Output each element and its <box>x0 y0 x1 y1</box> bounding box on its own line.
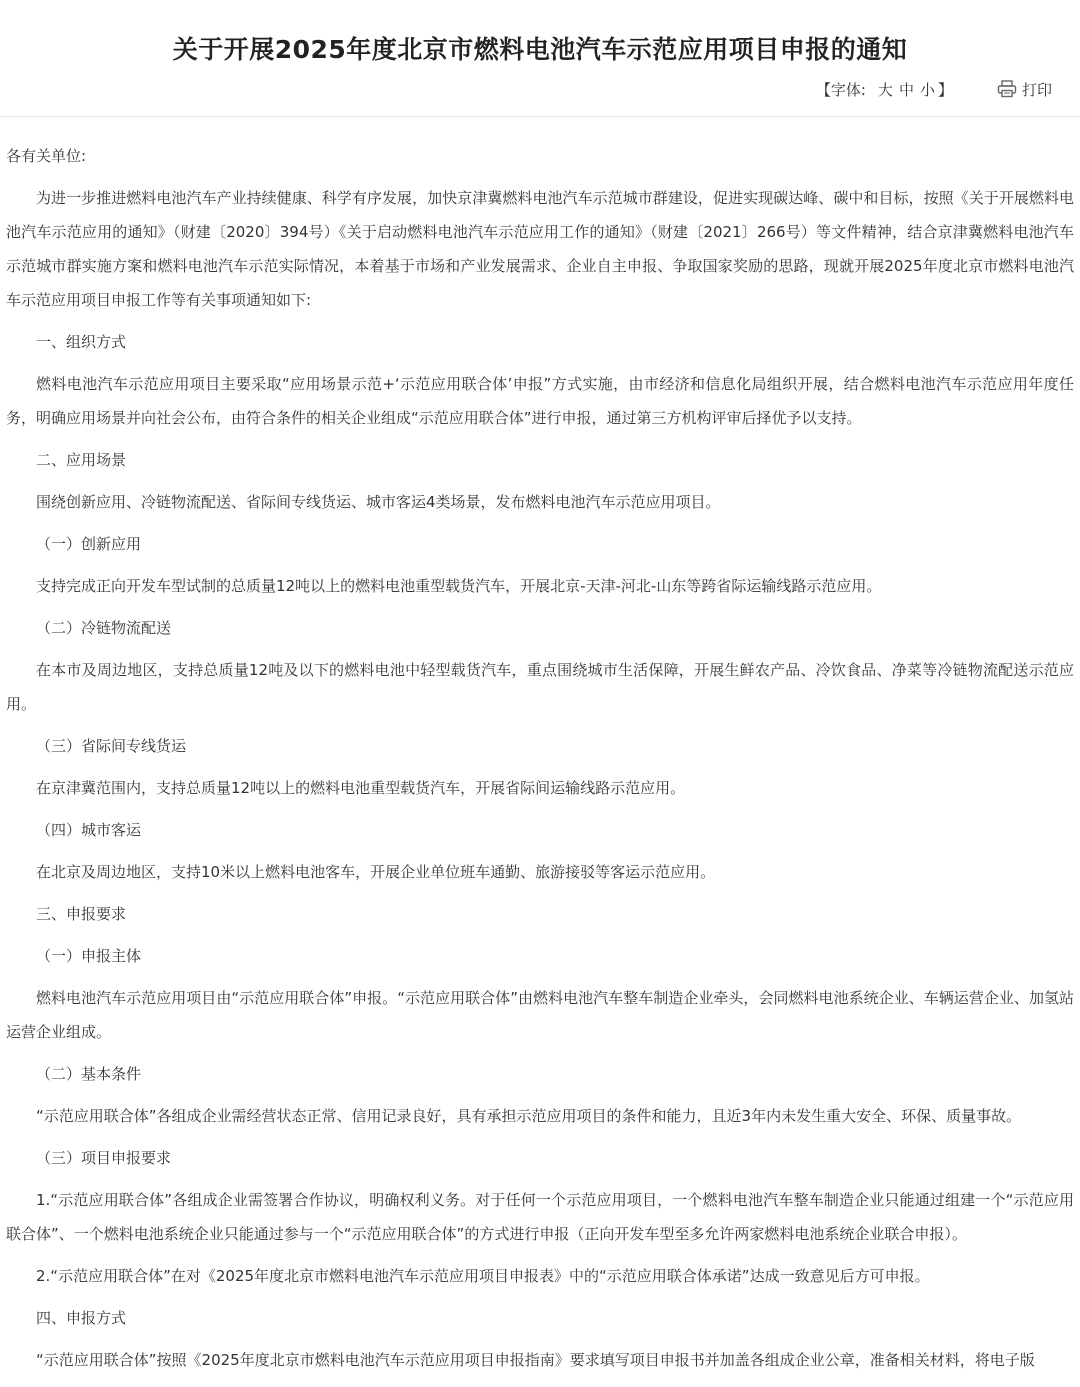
subsection-heading: （一）创新应用 <box>36 535 142 553</box>
body-paragraph: 在本市及周边地区，支持总质量12吨及以下的燃料电池中轻型载货汽车，重点围绕城市生活保障，开展生鲜农产品、冷饮食品、净菜等冷链物流配送示范应用。 <box>6 661 1074 713</box>
body-paragraph: 围绕创新应用、冷链物流配送、省际间专线货运、城市客运4类场景，发布燃料电池汽车示范应用项目。 <box>36 493 721 511</box>
section-heading: 三、申报要求 <box>36 905 127 923</box>
header-divider <box>0 116 1080 117</box>
font-size-selector <box>816 79 953 100</box>
subsection-heading: （一）申报主体 <box>36 947 142 965</box>
font-size-suffix: 】 <box>937 80 953 99</box>
subsection-heading: （二）基本条件 <box>36 1065 142 1083</box>
subsection-heading: （二）冷链物流配送 <box>36 619 172 637</box>
body-paragraph: 燃料电池汽车示范应用项目主要采取“应用场景示范+‘示范应用联合体’申报”方式实施，由市经济和信息化局组织开展，结合燃料电池汽车示范应用年度任务，明确应用场景并向社会公布，由符合条件的相关企业组成“示范应用联合体”进行申报，通过第三方机构评审后择优予以支持。 <box>6 375 1074 427</box>
body-paragraph: 支持完成正向开发车型试制的总质量12吨以上的燃料电池重型载货汽车，开展北京-天津-河北-山东等跨省际运输线路示范应用。 <box>36 577 882 595</box>
body-paragraph: “示范应用联合体”按照《2025年度北京市燃料电池汽车示范应用项目申报指南》要求填写项目申报书并加盖各组成企业公章，准备相关材料，将电子版 <box>36 1351 1035 1369</box>
article-toolbar <box>816 76 1052 102</box>
article-body <box>6 139 1074 1385</box>
subsection-heading: （四）城市客运 <box>36 821 142 839</box>
intro-paragraph: 为进一步推进燃料电池汽车产业持续健康、科学有序发展，加快京津冀燃料电池汽车示范城市群建设，促进实现碳达峰、碳中和目标，按照《关于开展燃料电池汽车示范应用的通知》（财建〔2020〕394号）《关于启动燃料电池汽车示范应用工作的通知》（财建〔2021〕266号）等文件精神，结合京津冀燃料电池汽车示范城市群实施方案和燃料电池汽车示范实际情况，本着基于市场和产业发展需求、企业自主申报、争取国家奖励的思路，现就开展2025年度北京市燃料电池汽车示范应用项目申报工作等有关事项通知如下: <box>6 189 1074 309</box>
font-size-medium-link[interactable]: 中 <box>898 80 914 99</box>
body-paragraph: 燃料电池汽车示范应用项目由“示范应用联合体”申报。“示范应用联合体”由燃料电池汽车整车制造企业牵头，会同燃料电池系统企业、车辆运营企业、加氢站运营企业组成。 <box>6 989 1074 1041</box>
section-heading: 四、申报方式 <box>36 1309 127 1327</box>
section-heading: 一、组织方式 <box>36 333 127 351</box>
subsection-heading: （三）项目申报要求 <box>36 1149 172 1167</box>
greeting: 各有关单位: <box>6 147 87 165</box>
numbered-item: 1.“示范应用联合体”各组成企业需签署合作协议，明确权利义务。对于任何一个示范应用项目，一个燃料电池汽车整车制造企业只能通过组建一个“示范应用联合体”、一个燃料电池系统企业只能通过参与一个“示范应用联合体”的方式进行申报（正向开发车型至多允许两家燃料电池系统企业联合申报）。 <box>6 1191 1074 1243</box>
body-paragraph: 在京津冀范围内，支持总质量12吨以上的燃料电池重型载货汽车，开展省际间运输线路示范应用。 <box>36 779 686 797</box>
page-title: 关于开展2025年度北京市燃料电池汽车示范应用项目申报的通知 <box>172 34 908 64</box>
font-size-large-link[interactable]: 大 <box>877 80 893 99</box>
body-paragraph: 在北京及周边地区，支持10米以上燃料电池客车，开展企业单位班车通勤、旅游接驳等客运示范应用。 <box>36 863 716 881</box>
section-heading: 二、应用场景 <box>36 451 127 469</box>
font-size-prefix: 【字体: <box>815 80 866 99</box>
print-label: 打印 <box>1021 80 1052 99</box>
body-paragraph: “示范应用联合体”各组成企业需经营状态正常、信用记录良好，具有承担示范应用项目的条件和能力，且近3年内未发生重大安全、环保、质量事故。 <box>36 1107 1022 1125</box>
font-size-small-link[interactable]: 小 <box>919 80 935 99</box>
print-button[interactable] <box>997 79 1052 100</box>
subsection-heading: （三）省际间专线货运 <box>36 737 187 755</box>
numbered-item: 2.“示范应用联合体”在对《2025年度北京市燃料电池汽车示范应用项目申报表》中的“示范应用联合体承诺”达成一致意见后方可申报。 <box>36 1267 930 1285</box>
printer-icon <box>997 80 1017 98</box>
